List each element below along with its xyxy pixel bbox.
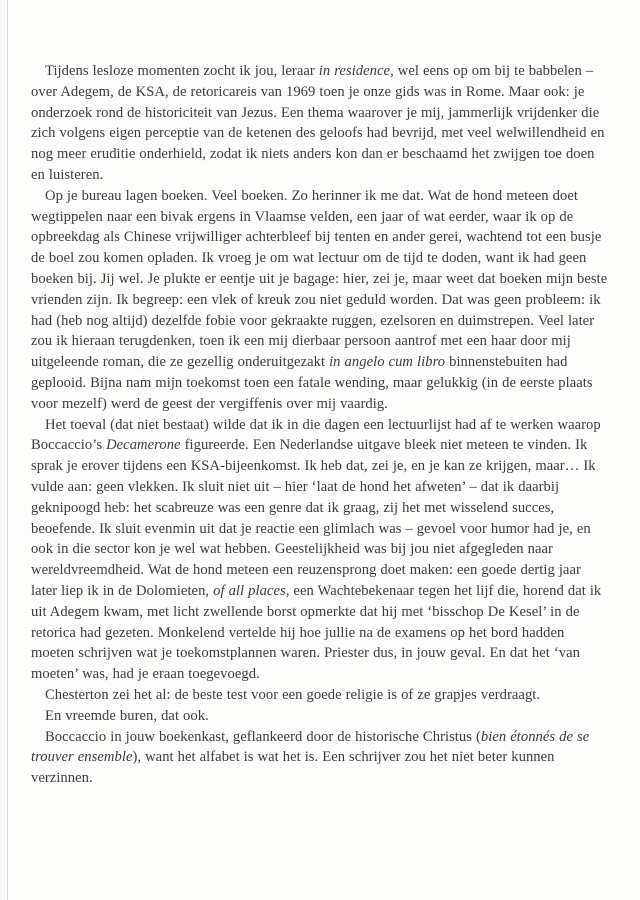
italic-text-segment: in residence [318, 63, 391, 79]
italic-text-segment: Decamerone [106, 437, 181, 454]
text-segment: Chesterton zei het al: de beste test voor een goede religie is of ze grapjes verdraagt. [45, 686, 541, 703]
text-segment: Het toeval (dat niet bestaat) wilde dat ik in die dagen een lectuurlijst had af te werken waarop Boccaccio’s [31, 416, 601, 454]
text-segment: , wel eens op om bij te babbelen – over Adegem, de KSA, de retoricareis van 1969 toen je onze gids was in Rome. Maar ook: je onderzoek rond de historiciteit van Jezus. Een thema waarover je mij, jammerlijk vrijdenker die zich volgens eigen perceptie van de ketenen des geloofs had bevrijd, met veel welwillendheid en nog meer eruditie onderhield, zodat ik niets anders kon dan er beschaamd het zwijgen toe doen en luisteren. [31, 63, 605, 183]
page-edge-line [7, 0, 8, 900]
paragraph [31, 186, 610, 415]
text-segment: Boccaccio in jouw boekenkast, geflankeerd door de historische Christus ( [45, 728, 481, 745]
text-segment: Tijdens lesloze momenten zocht ik jou, leraar [45, 63, 319, 79]
paragraph [31, 727, 610, 789]
italic-text-segment: of all places [213, 582, 286, 599]
text-segment: Op je bureau lagen boeken. Veel boeken. Zo herinner ik me dat. Wat de hond meteen doet wegtippelen naar een bivak ergens in Vlaamse velden, een jaar of wat eerder, waar ik op de opbreekdag als Chinese vrijwilliger achterbleef bij tenten en ander gerei, wachtend tot een busje de boel zou komen opladen. Ik vroeg je om wat lectuur om de tijd te doden, want ik had geen boeken bij. Jij wel. Je plukte er eentje uit je bagage: hier, zei je, maar weet dat boeken mijn beste vrienden zijn. Ik begreep: een vlek of kreuk zou niet geduld worden. Dat was geen probleem: ik had (heb nog altijd) dezelfde fobie voor gekraakte ruggen, ezelsoren en duimstrepen. Veel later zou ik hieraan terugdenken, toen ik een mij dierbaar persoon aantrof met een haar door mij uitgeleende roman, die ze gezellig onderuitgezakt [31, 187, 608, 371]
italic-text-segment: in angelo cum libro [329, 354, 446, 371]
page-edge-shade [0, 0, 7, 900]
text-segment: figureerde. Een Nederlandse uitgave bleek niet meteen te vinden. Ik sprak je erover tijdens een KSA-bijeenkomst. Ik heb dat, zei je, en je kan ze krijgen, maar… Ik vulde aan: geen vlekken. Ik sluit niet uit – hier ‘laat de hond het afweten’ – dat ik daarbij geknipoogd heb: het scabreuze was een genre dat ik graag, zij het met wisselend succes, beoefende. Ik sluit evenmin uit dat je reactie een glimlach was – gevoel voor humor had je, en ook in die sector kon je wel wat hebben. Geestelijkheid was bij jou niet afgegleden naar wereldvreemdheid. Wat de hond meteen een reuzensprong doet maken: een goede dertig jaar later liep ik in de Dolomieten, [31, 437, 596, 599]
text-segment: En vreemde buren, dat ook. [45, 707, 209, 724]
paragraph [31, 685, 610, 706]
paragraph [31, 415, 610, 685]
text-segment: binnenstebuiten had geplooid. Bijna nam mijn toekomst toen een fatale wending, maar gelukkig (in de eerste plaats voor mezelf) werd de geest der vergiffenis over mij vaardig. [31, 354, 593, 412]
paragraph [31, 706, 610, 727]
paragraph [31, 61, 610, 186]
text-segment: ), want het alfabet is wat het is. Een schrijver zou het niet beter kunnen verzinnen. [31, 749, 555, 787]
italic-text-segment: bien étonnés de se trouver ensemble [31, 728, 590, 766]
document-body [31, 61, 610, 789]
text-segment: , een Wachtebekenaar tegen het lijf die, horend dat ik uit Adegem kwam, met licht zwellende borst opmerkte dat hij met ‘bisschop De Kesel’ in de retorica had gezeten. Monkelend vertelde hij hoe jullie na de examens op het bord hadden moeten schrijven wat je toekomstplannen waren. Priester dus, in jouw geval. En dat het ‘van moeten’ was, had je eraan toegevoegd. [31, 582, 602, 683]
